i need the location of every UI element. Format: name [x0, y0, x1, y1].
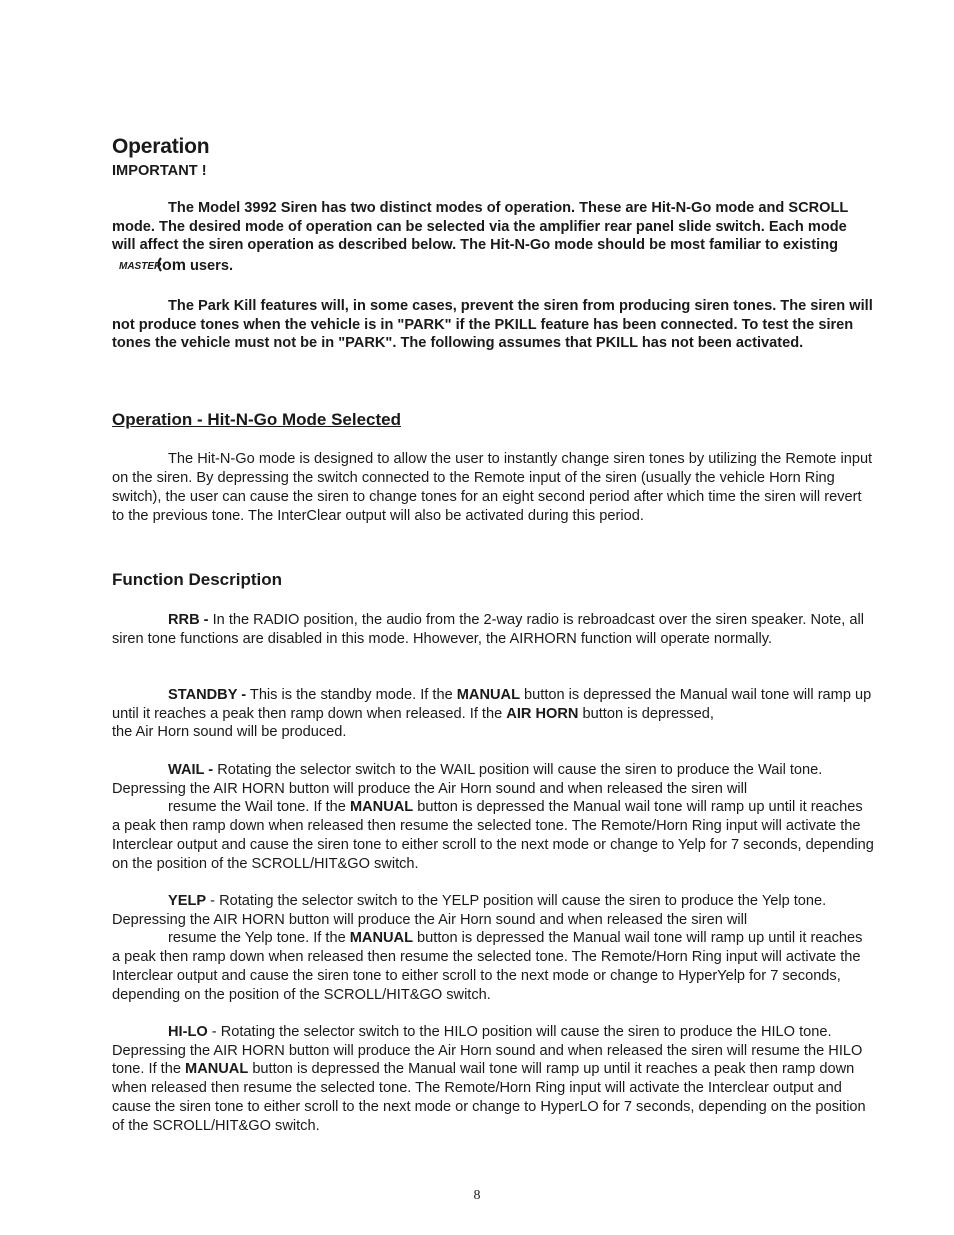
wail-paragraph: WAIL - Rotating the selector switch to the WAIL position will cause the siren to produce the Wail tone. Depressing the AIR HORN button will produce the Air Horn sound and when released the siren will resume the Wail tone. If the MANUAL button is depressed the Manual wail tone will ramp up until it reaches a peak then ramp down when released then resume the selected tone. The Remote/Horn Ring input will activate the Interclear output and cause the siren tone to either scroll to the next mode or change to Yelp for 7 seconds, depending on the position of the SCROLL/HIT&GO switch. [112, 762, 874, 872]
page-number: 8 [473, 1188, 481, 1203]
hilo-label: HI-LO [168, 1024, 208, 1040]
important-label: IMPORTANT ! [112, 163, 207, 179]
page-title: Operation [112, 135, 210, 158]
rrb-label: RRB - [168, 612, 209, 628]
intro-text-end: users. [190, 258, 233, 275]
mastercom-logo [118, 255, 188, 279]
svg-text:MASTER: MASTER [119, 261, 162, 273]
yelp-paragraph: YELP - Rotating the selector switch to the YELP position will cause the siren to produce the Yelp tone. Depressing the AIR HORN button will produce the Air Horn sound and when released the siren will resume the Yelp tone. If the MANUAL button is depressed the Manual wail tone will ramp up until it reaches a peak then ramp down when released then resume the selected tone. The Remote/Horn Ring input will activate the Interclear output and cause the siren tone to either scroll to the next mode or change to HyperYelp for 7 seconds, depending on the position of the SCROLL/HIT&GO switch. [112, 893, 863, 1003]
intro-text: The Model 3992 Siren has two distinct modes of operation. These are Hit-N-Go mode and SCROLL mode. The desired mode of operation can be selected via the amplifier rear panel slide switch. Each mode will affect the siren operation as described below. The Hit-N-Go mode should be most familiar to existing [112, 200, 849, 254]
svg-text:om: om [162, 257, 186, 274]
section-function-title: Function Description [112, 570, 282, 589]
standby-paragraph: STANDBY - This is the standby mode. If the MANUAL button is depressed the Manual wail tone will ramp up until it reaches a peak then ramp down when released. If the AIR HORN button is depressed, the Air Horn sound will be produced. [112, 687, 872, 741]
section-hit-n-go-title: Operation - Hit-N-Go Mode Selected [112, 410, 402, 429]
rrb-paragraph: RRB - In the RADIO position, the audio from the 2-way radio is rebroadcast over the siren speaker. Note, all siren tone functions are disabled in this mode. Hhowever, the AIRHORN function will operate normally. [112, 612, 864, 647]
yelp-label: YELP [168, 893, 207, 909]
mastercom-logo-icon [118, 255, 188, 273]
section-hit-n-go-body: The Hit-N-Go mode is designed to allow the user to instantly change siren tones by utilizing the Remote input on the siren. By depressing the switch connected to the Remote input of the siren (usually the vehicle Horn Ring switch), the user can cause the siren to change tones for an eight second period after which time the siren will revert to the previous tone. The InterClear output will also be activated during this period. [112, 451, 873, 524]
standby-label: STANDBY - [168, 687, 247, 703]
intro-paragraph-park-kill: The Park Kill features will, in some cases, prevent the siren from producing siren tones. The siren will not produce tones when the vehicle is in "PARK" if the PKILL feature has been connected. To test the siren tones the vehicle must not be in "PARK". The following assumes that PKILL has not been activated. [112, 298, 873, 352]
intro-paragraph-modes [112, 199, 874, 279]
wail-label: WAIL - [168, 762, 214, 778]
hilo-paragraph: HI-LO - Rotating the selector switch to the HILO position will cause the siren to produce the HILO tone. Depressing the AIR HORN button will produce the Air Horn sound and when released the siren will resume the HILO tone. If the MANUAL button is depressed the Manual wail tone will ramp up until it reaches a peak then ramp down when released then resume the selected tone. The Remote/Horn Ring input will activate the Interclear output and cause the siren tone to either scroll to the next mode or change to HyperLO for 7 seconds, depending on the position of the SCROLL/HIT&GO switch. [112, 1024, 866, 1134]
